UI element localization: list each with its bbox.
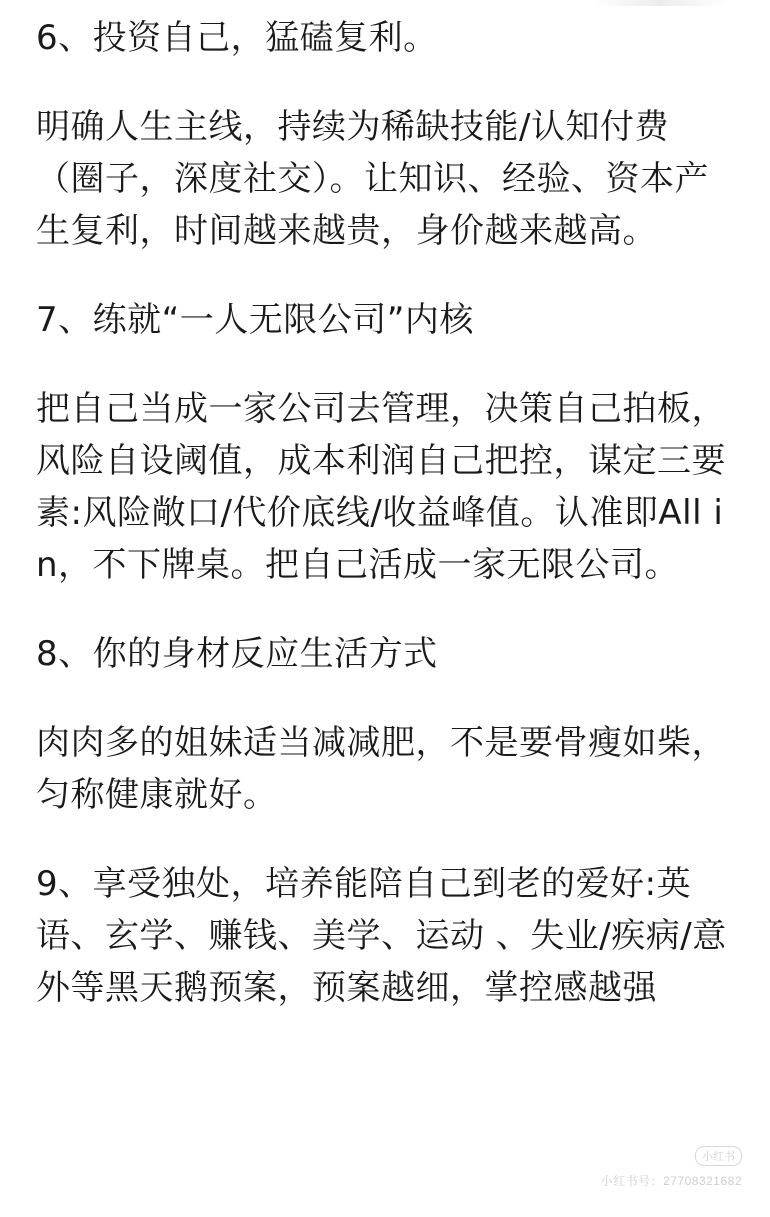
watermark-id: 小红书号：27708321682 [600, 1174, 742, 1188]
section-6-heading: 6、投资自己，猛磕复利。 [36, 18, 438, 58]
section-8-heading: 8、你的身材反应生活方式 [36, 634, 438, 674]
section-7-heading: 7、练就“一人无限公司”内核 [36, 300, 474, 340]
watermark [601, 1146, 742, 1189]
article-body [36, 12, 736, 1051]
section-9-body: 9、享受独处，培养能陪自己到老的爱好:英语、玄学、赚钱、美学、运动 、失业/疾病/意外等黑天鹅预案，预案越细，掌控感越强 [36, 864, 727, 1008]
section-7-body: 把自己当成一家公司去管理，决策自己拍板，风险自设阈值，成本利润自己把控，谋定三要素:风险敞口/代价底线/收益峰值。认准即All in，不下牌桌。把自己活成一家无限公司。 [36, 389, 726, 585]
section-8-body: 肉肉多的姐妹适当减减肥，不是要骨瘦如柴，匀称健康就好。 [36, 723, 726, 815]
section-6-body: 明确人生主线，持续为稀缺技能/认知付费（圈子，深度社交）。让知识、经验、资本产生复利，时间越来越贵，身价越来越高。 [36, 107, 709, 251]
top-edge-shadow [590, 0, 730, 6]
watermark-logo: 小红书 [695, 1146, 742, 1166]
